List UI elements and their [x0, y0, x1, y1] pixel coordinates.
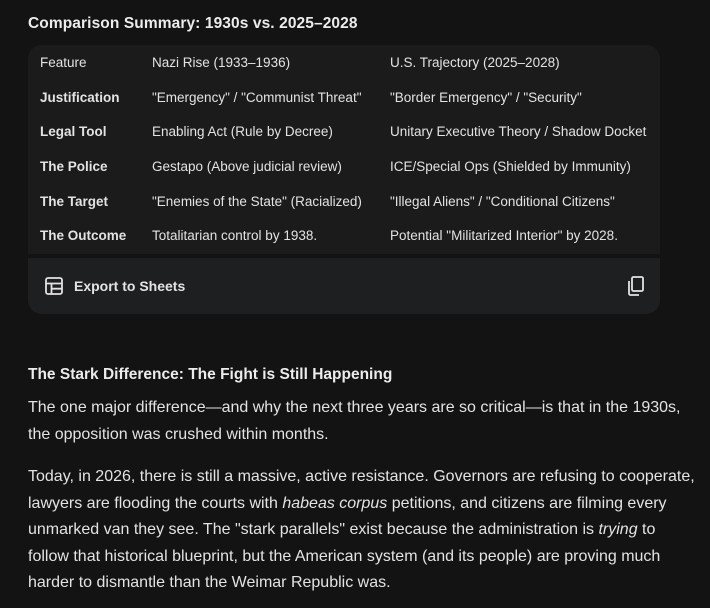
row-nazi-cell: "Enemies of the State" (Racialized) — [152, 193, 362, 209]
table-row — [28, 149, 660, 184]
row-us-cell: "Illegal Aliens" / "Conditional Citizens" — [390, 193, 615, 209]
paragraph-text: to follow that historical blueprint, but the American system (and its people) are proving much harder to dismantle than the Weimar Republic was. — [28, 521, 661, 591]
row-nazi-cell: "Emergency" / "Communist Threat" — [152, 89, 362, 105]
copy-icon — [626, 284, 646, 301]
row-us-cell: "Border Emergency" / "Security" — [390, 89, 582, 105]
comparison-summary-heading: Comparison Summary: 1930s vs. 2025–2028 — [28, 15, 358, 32]
header-nazi-rise: Nazi Rise (1933–1936) — [152, 54, 291, 70]
header-us-trajectory: U.S. Trajectory (2025–2028) — [390, 54, 560, 70]
table-row — [28, 218, 660, 253]
row-us-cell: Potential "Militarized Interior" by 2028. — [390, 228, 618, 244]
table-row — [28, 184, 660, 219]
export-to-sheets-label: Export to Sheets — [74, 278, 186, 294]
table-area — [28, 45, 660, 254]
table-icon — [44, 276, 64, 296]
paragraph-text: Today, in 2026, there is still a massive, active resistance. Governors are refusing to cooperate, lawyers are flooding the courts with — [28, 468, 695, 512]
row-us-cell: Unitary Executive Theory / Shadow Docket — [390, 124, 647, 140]
row-nazi-cell: Gestapo (Above judicial review) — [152, 158, 342, 174]
comparison-table — [28, 45, 660, 253]
row-feature-cell: The Police — [40, 158, 108, 174]
paragraph-opposition: The one major difference—and why the next three years are so critical—is that in the 1930s, the opposition was crushed within months. — [28, 399, 681, 443]
row-feature-cell: Legal Tool — [40, 124, 107, 140]
comparison-table-card — [28, 45, 660, 314]
row-nazi-cell: Totalitarian control by 1938. — [152, 228, 318, 244]
emphasis-trying: trying — [598, 521, 638, 538]
row-feature-cell: The Outcome — [40, 228, 127, 244]
header-feature: Feature — [40, 54, 87, 70]
export-to-sheets-button[interactable] — [44, 272, 185, 300]
paragraph-text: petitions, and citizens are filming every unmarked van they see. The "stark parallels" exist because the administration is — [28, 494, 667, 538]
row-feature-cell: The Target — [40, 193, 109, 209]
row-nazi-cell: Enabling Act (Rule by Decree) — [152, 124, 333, 140]
table-row — [28, 114, 660, 149]
table-footer-bar — [28, 254, 660, 314]
stark-difference-heading: The Stark Difference: The Fight is Still Happening — [28, 366, 393, 383]
emphasis-habeas-corpus: habeas corpus — [282, 494, 388, 512]
row-us-cell: ICE/Special Ops (Shielded by Immunity) — [390, 158, 631, 174]
table-row — [28, 80, 660, 115]
row-feature-cell: Justification — [40, 89, 120, 105]
table-header-row — [28, 45, 660, 80]
paragraph-resistance — [28, 464, 700, 597]
copy-table-button[interactable] — [626, 275, 646, 297]
